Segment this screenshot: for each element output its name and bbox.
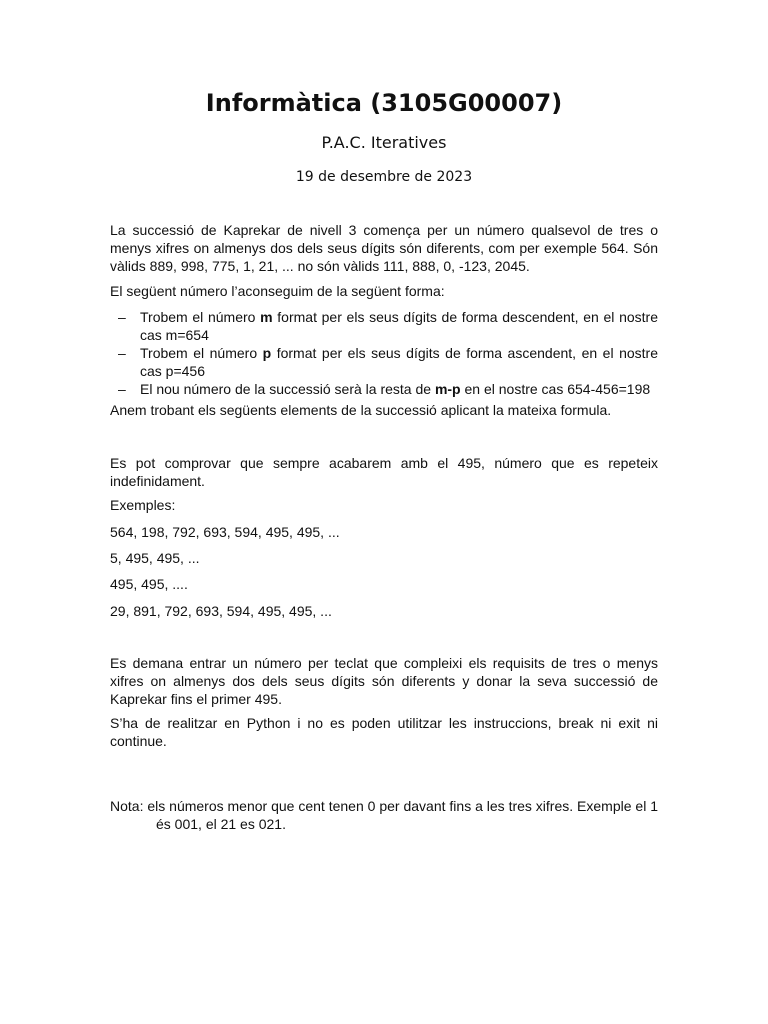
example-line: 564, 198, 792, 693, 594, 495, 495, ... [110,524,340,540]
examples-label: Exemples: [110,497,176,513]
step-variable: m-p [434,381,461,397]
step-text: Trobem el número [140,309,261,325]
document-title: Informàtica (3105G00007) [205,89,563,117]
list-item [110,308,658,344]
python-requirement-paragraph: S’ha de realitzar en Python i no es poden utilitzar les instruccions, break ni exit ni continue. [110,715,658,749]
step-text: El nou número de la successió serà la resta de [140,381,435,397]
example-line: 495, 495, .... [110,576,188,592]
document-subtitle: P.A.C. Iteratives [321,133,447,152]
note-paragraph: Nota: els números menor que cent tenen 0 per davant fins a les tres xifres. Exemple el 1 és 001, el 21 es 021. [110,798,658,832]
next-number-paragraph: El següent número l’aconseguim de la següent forma: [110,283,445,299]
list-item [110,380,658,398]
list-item [110,344,658,380]
bullet-dash: – [118,345,126,361]
example-line: 29, 891, 792, 693, 594, 495, 495, ... [110,603,332,619]
intro-paragraph: La successió de Kaprekar de nivell 3 comença per un número qualsevol de tres o menys xifres on almenys dos dels seus dígits són diferents, com per exemple 564. Són vàlids 889, 998, 775, 1, 21, ... no són vàlids 111, 888, 0, -123, 2045. [110,222,658,274]
continue-paragraph: Anem trobant els següents elements de la successió aplicant la mateixa formula. [110,402,612,418]
step-text: en el nostre cas 654-456=198 [460,381,651,397]
steps-list [110,308,658,398]
step-text: format per els seus dígits de forma ascendent, en el nostre cas p=456 [140,345,658,379]
step-variable: p [262,345,272,361]
bullet-dash: – [118,309,126,325]
step-text: Trobem el número [140,345,263,361]
step-text: format per els seus dígits de forma descendent, en el nostre cas m=654 [140,309,658,343]
bullet-dash: – [118,381,126,397]
step-variable: m [260,309,273,325]
example-line: 5, 495, 495, ... [110,550,200,566]
always-495-paragraph: Es pot comprovar que sempre acabarem amb el 495, número que es repeteix indefinidament. [110,455,658,489]
task-request-paragraph: Es demana entrar un número per teclat que compleixi els requisits de tres o menys xifres on almenys dos dels seus dígits són diferents y donar la seva successió de Kaprekar fins el primer 495. [110,655,658,707]
document-date: 19 de desembre de 2023 [295,169,473,185]
